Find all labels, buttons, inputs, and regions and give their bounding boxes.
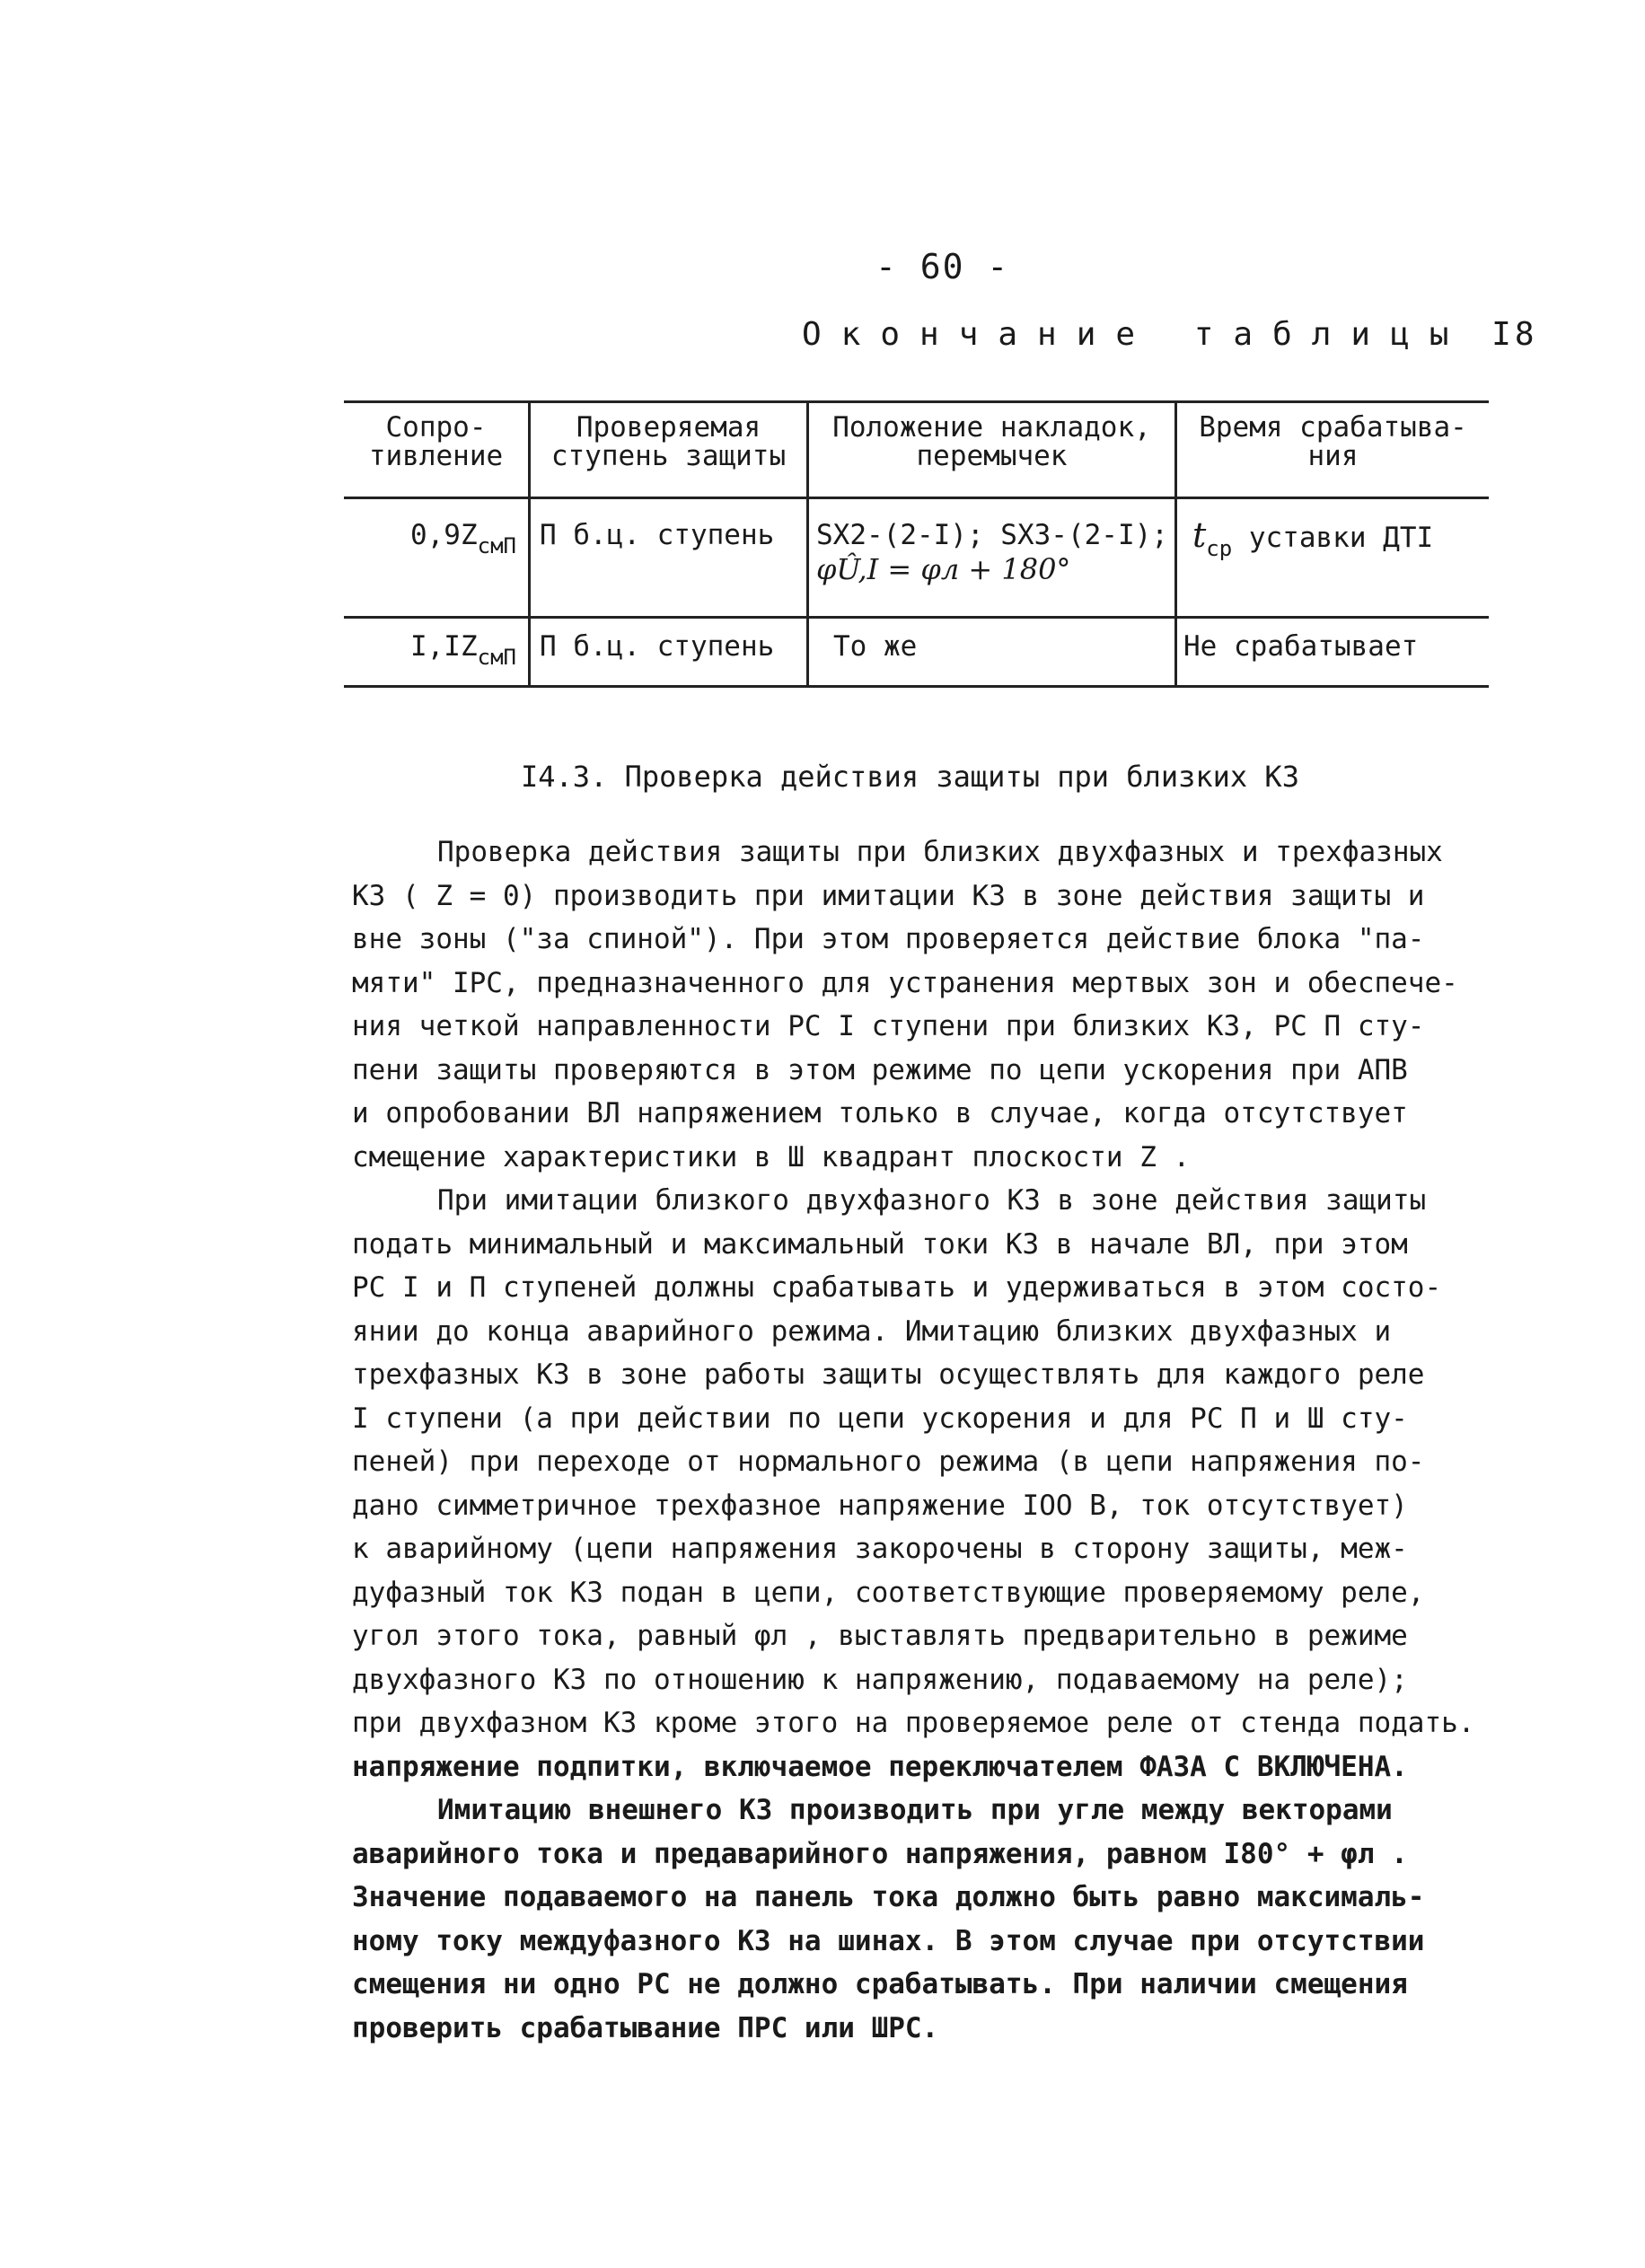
header-resistance-line2: тивление bbox=[368, 440, 504, 472]
p2-line-3: РС I и П ступеней должны срабатывать и удерживаться в этом состо- bbox=[352, 1271, 1442, 1304]
p2-line-7: пеней) при переходе от нормального режима (в цепи напряжения по- bbox=[352, 1446, 1425, 1478]
row1-position-line1: SX2-(2-I); SX3-(2-I); bbox=[816, 519, 1168, 551]
row2-resistance bbox=[344, 630, 516, 670]
p2-line-8: дано симметричное трехфазное напряжение IOO В, ток отсутствует) bbox=[352, 1489, 1408, 1522]
body-text bbox=[352, 831, 1519, 2050]
header-time-line1: Время срабатыва- bbox=[1199, 411, 1467, 444]
p3-line-2: аварийного тока и предаварийного напряжения, равном I80° + φл . bbox=[352, 1837, 1408, 1870]
table-rule-top bbox=[344, 400, 1489, 403]
row1-resistance-value: 0,9Z bbox=[409, 519, 478, 551]
table-rule-header bbox=[344, 497, 1489, 499]
row1-time-symbol: t bbox=[1192, 515, 1207, 555]
p2-line-5: трехфазных КЗ в зоне работы защиты осуществлять для каждого реле bbox=[352, 1358, 1425, 1391]
p2-line-14: напряжение подпитки, включаемое переключателем ФАЗА С ВКЛЮЧЕНА. bbox=[352, 1750, 1408, 1783]
table-rule-bottom bbox=[344, 685, 1489, 688]
p2-line-12: двухфазного КЗ по отношению к напряжению, подаваемому на реле); bbox=[352, 1663, 1408, 1696]
table-rule-row1 bbox=[344, 616, 1489, 619]
header-stage bbox=[531, 413, 806, 470]
header-position-line2: перемычек bbox=[916, 440, 1068, 472]
p2-line-11: угол этого тока, равный φл , выставлять предварительно в режиме bbox=[352, 1620, 1408, 1652]
p2-line-2: подать минимальный и максимальный токи КЗ в начале ВЛ, при этом bbox=[352, 1227, 1408, 1261]
p1-line-4: мяти" IPC, предназначенного для устранения мертвых зон и обеспече- bbox=[352, 966, 1458, 999]
table-caption bbox=[802, 316, 1538, 353]
header-time bbox=[1177, 413, 1489, 470]
header-resistance bbox=[344, 413, 528, 470]
header-time-line2: ния bbox=[1307, 440, 1359, 472]
p2-line-10: дуфазный ток КЗ подан в цепи, соответствующие проверяемому реле, bbox=[352, 1576, 1425, 1609]
p1-line-3: вне зоны ("за спиной"). При этом проверяется действие блока "па- bbox=[352, 923, 1425, 955]
table-caption-number: I8 bbox=[1491, 316, 1538, 353]
row1-position bbox=[816, 521, 1168, 584]
p2-line-9: к аварийному (цепи напряжения закорочены в сторону защиты, меж- bbox=[352, 1533, 1408, 1565]
p1-line-1: Проверка действия защиты при близких двухфазных и трехфазных bbox=[437, 836, 1443, 868]
table-caption-prefix: Окончание таблицы bbox=[802, 316, 1469, 353]
header-resistance-line1: Сопро- bbox=[385, 411, 487, 444]
page-number: - 60 - bbox=[875, 247, 1010, 286]
row1-resistance bbox=[344, 519, 516, 558]
row2-position: То же bbox=[833, 630, 918, 663]
p1-line-8: смещение характеристики в Ш квадрант плоскости Z . bbox=[352, 1140, 1191, 1174]
p2-line-6: I ступени (а при действии по цепи ускорения и для РС П и Ш сту- bbox=[352, 1402, 1408, 1435]
p2-line-4: янии до конца аварийного режима. Имитацию близких двухфазных и bbox=[352, 1314, 1392, 1348]
header-stage-line1: Проверяемая bbox=[576, 411, 761, 444]
row2-stage: П б.ц. ступень bbox=[540, 630, 775, 663]
row2-resistance-value: I,IZ bbox=[409, 630, 478, 663]
p1-line-2: КЗ ( Z = 0) производить при имитации КЗ в зоне действия защиты и bbox=[352, 879, 1425, 912]
p1-line-5: ния четкой направленности РС I ступени при близких КЗ, РС П сту- bbox=[352, 1010, 1425, 1042]
p1-line-7: и опробовании ВЛ напряжением только в случае, когда отсутствует bbox=[352, 1097, 1408, 1130]
row1-resistance-sub: смП bbox=[477, 533, 516, 558]
p3-line-1: Имитацию внешнего КЗ производить при угле между векторами bbox=[437, 1794, 1393, 1826]
header-position bbox=[809, 413, 1174, 470]
row2-time: Не срабатывает bbox=[1183, 630, 1419, 663]
p3-line-3: Значение подаваемого на панель тока должно быть равно максималь- bbox=[352, 1881, 1425, 1913]
p3-line-6: проверить срабатывание ПРС или ШРС. bbox=[352, 2011, 939, 2044]
section-heading: I4.3. Проверка действия защиты при близких КЗ bbox=[521, 760, 1299, 794]
p3-line-5: смещения ни одно РС не должно срабатывать. При наличии смещения bbox=[352, 1968, 1408, 2000]
header-stage-line2: ступень защиты bbox=[550, 440, 787, 472]
row2-resistance-sub: смП bbox=[477, 645, 516, 670]
p3-line-4: ному току междуфазного КЗ на шинах. В этом случае при отсутствии bbox=[352, 1924, 1425, 1957]
p2-line-13: при двухфазном КЗ кроме этого на проверяемое реле от стенда подать. bbox=[352, 1707, 1475, 1739]
p1-line-6: пени защиты проверяются в этом режиме по цепи ускорения при АПВ bbox=[352, 1053, 1408, 1086]
row1-stage: П б.ц. ступень bbox=[540, 519, 775, 551]
p2-line-1: При имитации близкого двухфазного КЗ в зоне действия защиты bbox=[437, 1184, 1427, 1217]
row1-time-rest: уставки ДТI bbox=[1232, 522, 1434, 554]
header-position-line1: Положение накладок, bbox=[832, 411, 1151, 444]
row1-time-sub: ср bbox=[1206, 536, 1233, 561]
data-table bbox=[344, 400, 1489, 688]
row1-time bbox=[1192, 515, 1434, 561]
row1-position-line2: φÛ,I = φл + 180° bbox=[816, 552, 1071, 586]
